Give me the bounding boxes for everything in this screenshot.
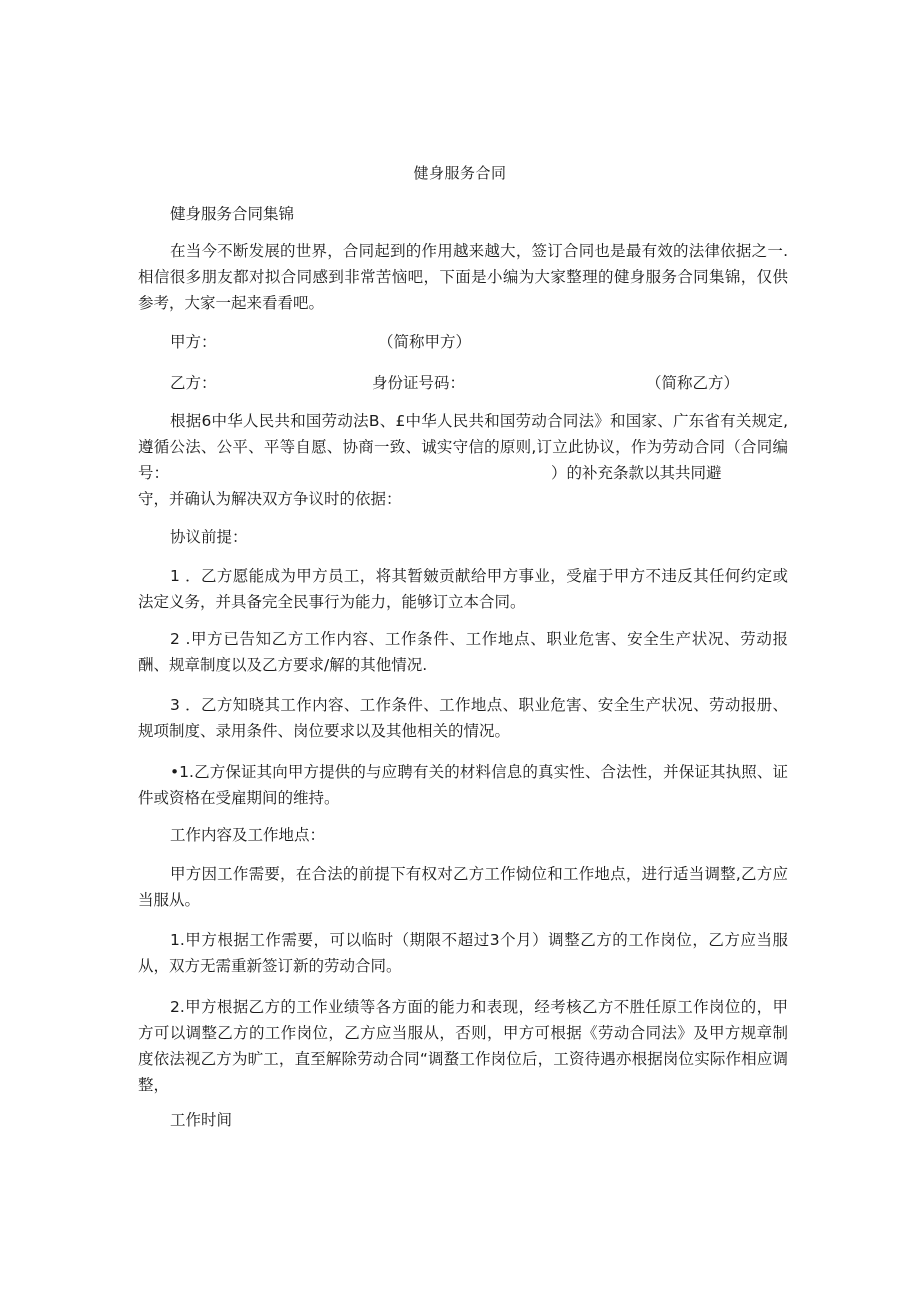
party-b-id-label: 身份证号码： [372,374,466,392]
work-item-1: 1.甲方根据工作需要，可以临时（期限不超过3个月）调整乙方的工作岗位，乙方应当服从，双方无需重新签订新的劳动合同。 [138,931,788,975]
work-heading: 工作内容及工作地点： [170,826,326,844]
premise-item-3: 3 ．乙方知晓其工作内容、工作条件、工作地点、职业危害、安全生产状况、劳动报册、规项制度、录用条件、岗位要求以及其他相关的情况。 [138,696,788,740]
premise-item-1: 1 ．乙方愿能成为甲方员工，将其暂皴贡献给甲方事业，受雇于甲方不违反其任何约定或法定义务，并具备完全民事行为能力，能够订立本合同。 [138,567,788,611]
premise-heading: 协议前提： [170,528,248,546]
time-heading: 工作时间 [170,1111,233,1129]
party-a-note: （简称甲方） [378,333,472,351]
document-title: 健身服务合同 [413,164,507,182]
premise-item-2: 2 .甲方已告知乙方工作内容、工作条件、工作地点、职业危害、安全生产状况、劳动报酬、规章制度以及乙方要求/解的其他情况. [138,630,788,674]
work-item-2: 2.甲方根据乙方的工作业绩等各方面的能力和表现，经考核乙方不胜任原工作岗位的，甲方可以调整乙方的工作岗位，乙方应当服从，否则，甲方可根据《劳动合同法》及甲方规章制度依法视乙方为旷工，直至解除劳动合同“调蝥工作岗位后，工资待遇亦根据岗位实际作相应调整， [138,998,788,1094]
party-b-note: （简称乙方） [646,374,740,392]
basis-contract-tail: ）的补充条款以其共同避 [551,464,722,482]
work-intro: 甲方因工作需要，在合法的前提下有权对乙方工作恸位和工作地点，进行适当调整,乙方应当服从。 [138,865,788,909]
premise-item-4: •1.乙方保证其向甲方提供的与应聘有关的材料信息的真实性、合法性，并保证其执照、证件或资格在受雇期间的维持。 [138,763,788,807]
party-b-label: 乙方： [170,374,217,392]
basis-paragraph: 根据6中华人民共和国劳动法B、£中华人民共和国劳动合同法》和国家、广东省有关规定,遵循公法、公平、平等自愿、协商一致、诚实守信的原则,订立此协议，作为劳动合同（合同编号： [138,412,788,482]
party-a-label: 甲方： [170,333,217,351]
intro-paragraph: 在当今不断发展的世界，合同起到的作用越来越大，签订合同也是最有效的法律依据之一.相信很多朋友都对拟合同感到非常苦恼吧，下面是小编为大家整理的健身服务合同集锦，仅供参考，大家一起来看看吧。 [138,242,788,312]
basis-last-line: 守，并确认为解决双方争议时的依据： [138,490,402,508]
document-subtitle: 健身服务合同集锦 [170,205,295,223]
